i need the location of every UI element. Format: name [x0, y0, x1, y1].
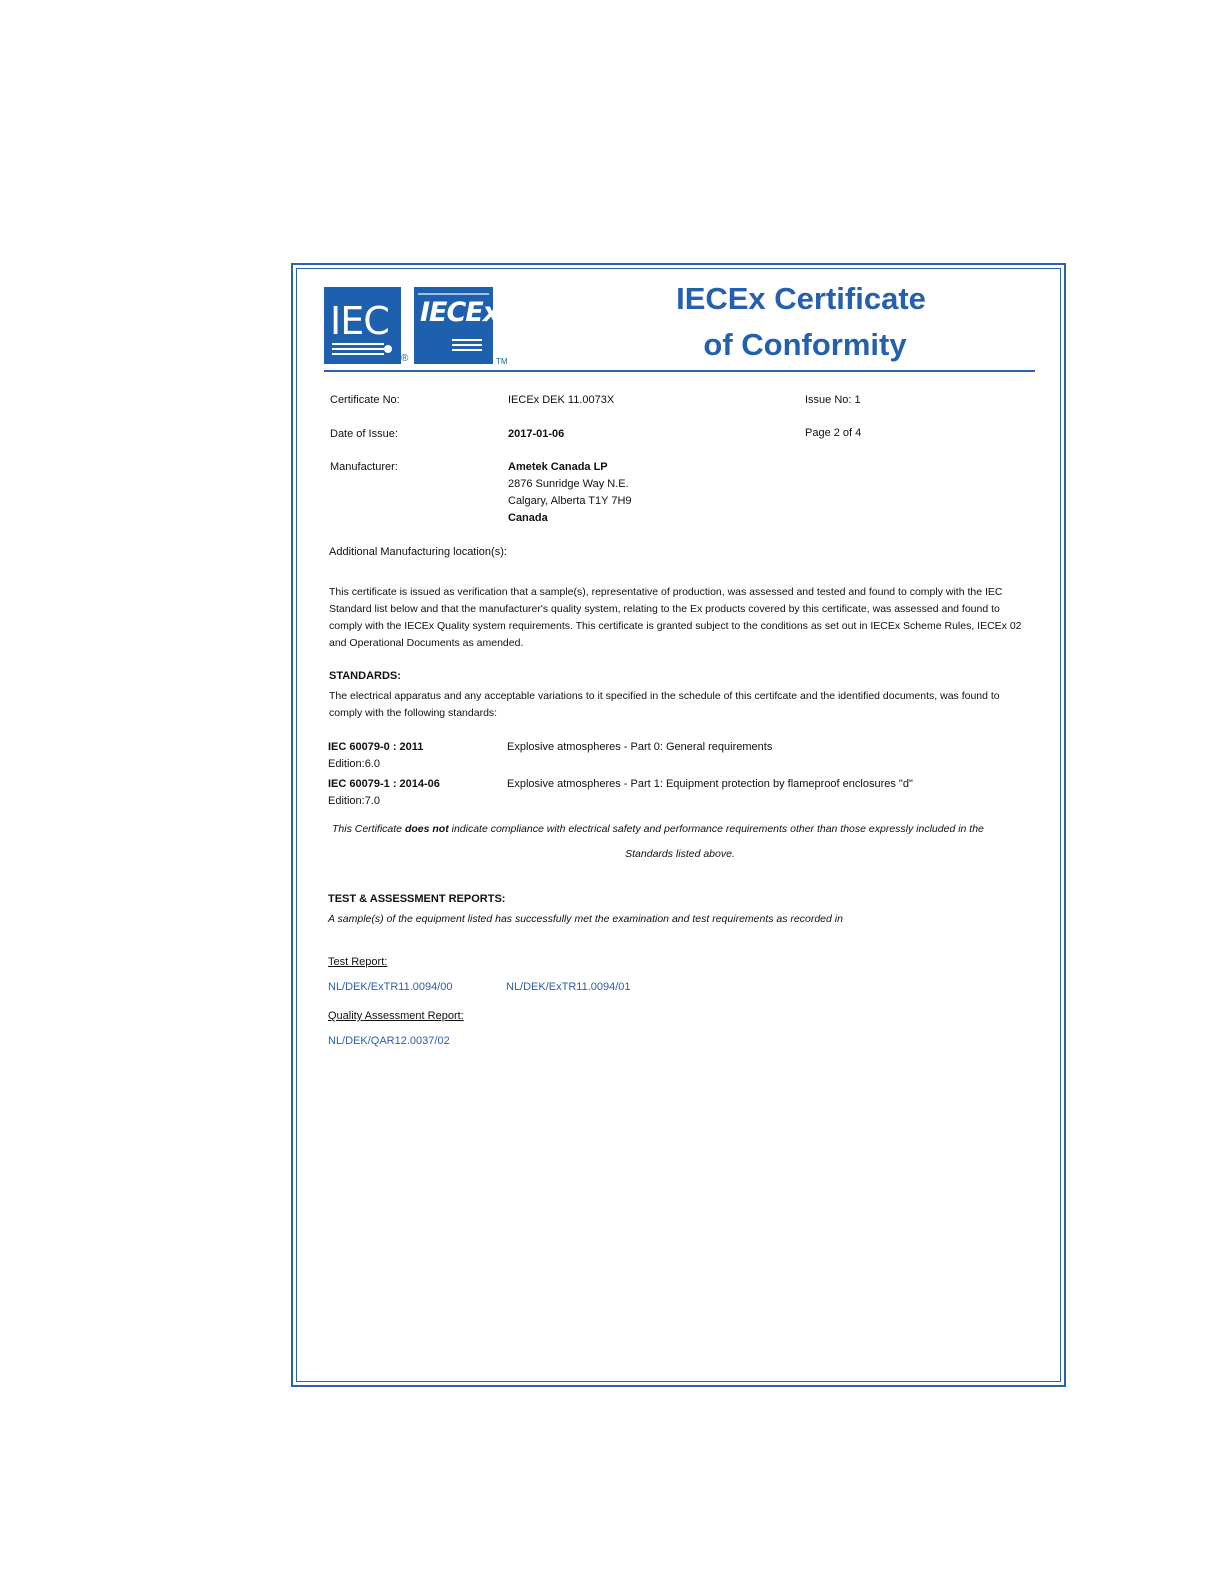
quality-report-label: Quality Assessment Report: [328, 1010, 464, 1022]
verification-paragraph: This certificate is issued as verification that a sample(s), representative of production, was assessed and tested and found to comply with the IEC Standard list below and that the manufacturer's quality system, relating to the Ex products covered by this certificate, was assessed and found to comply with the IECEx Quality system requirements. This certificate is granted subject to the conditions as set out in IECEx Scheme Rules, IECEx 02 and Operational Documents as amended. [329, 586, 1022, 649]
manufacturer-name: Ametek Canada LP [508, 461, 608, 473]
issue-no: Issue No: 1 [805, 394, 861, 406]
test-report-link[interactable]: NL/DEK/ExTR11.0094/01 [506, 981, 631, 993]
date-of-issue-value: 2017-01-06 [508, 428, 565, 440]
manufacturer-address-line: Calgary, Alberta T1Y 7H9 [508, 495, 632, 507]
iecex-logo [414, 287, 500, 364]
standard-description: Explosive atmospheres - Part 0: General requirements [507, 741, 773, 753]
date-of-issue-label: Date of Issue: [330, 428, 398, 440]
standard-edition: Edition:7.0 [328, 795, 380, 807]
test-report-label: Test Report: [328, 956, 388, 968]
reports-intro: A sample(s) of the equipment listed has successfully met the examination and test requirements as recorded in [328, 913, 843, 925]
standards-heading: STANDARDS: [329, 670, 401, 682]
additional-locations-label: Additional Manufacturing location(s): [329, 546, 507, 558]
certificate-no-label: Certificate No: [330, 394, 400, 406]
disclaimer-emphasis: does not [404, 823, 449, 835]
certificate-title-line1: IECEx Certificate [676, 281, 926, 316]
standards-disclaimer [332, 821, 984, 838]
iec-logo-stripes [324, 287, 401, 364]
certificate-title-line2: of Conformity [703, 327, 907, 362]
reports-heading: TEST & ASSESSMENT REPORTS: [328, 893, 506, 905]
quality-report-link[interactable]: NL/DEK/QAR12.0037/02 [328, 1035, 450, 1047]
standard-code: IEC 60079-0 : 2011 [328, 741, 424, 753]
certificate-no-value: IECEx DEK 11.0073X [508, 394, 615, 406]
iec-logo-text: IEC [330, 299, 389, 343]
trademark-mark: TM [496, 357, 508, 366]
standard-code: IEC 60079-1 : 2014-06 [328, 778, 440, 790]
header-divider [324, 370, 1035, 372]
iecex-logo-stripes [414, 287, 493, 364]
standards-intro: The electrical apparatus and any acceptable variations to it specified in the schedule of this certifcate and the identified documents, was found to comply with the following standards: [329, 690, 1000, 719]
standard-description: Explosive atmospheres - Part 1: Equipment protection by flameproof enclosures "d" [507, 778, 913, 790]
manufacturer-label: Manufacturer: [330, 461, 398, 473]
page-number: Page 2 of 4 [805, 427, 862, 439]
standard-edition: Edition:6.0 [328, 758, 380, 770]
disclaimer-text: indicate compliance with electrical safety and performance requirements other than those expressly included in the [448, 823, 984, 835]
iecex-logo-text: IECEx [420, 297, 500, 328]
manufacturer-address-line: 2876 Sunridge Way N.E. [508, 478, 629, 490]
iec-logo [324, 287, 401, 364]
test-report-link[interactable]: NL/DEK/ExTR11.0094/00 [328, 981, 453, 993]
manufacturer-country: Canada [508, 512, 548, 524]
standards-disclaimer-line2: Standards listed above. [625, 848, 735, 860]
disclaimer-text: This Certificate [332, 823, 405, 835]
registered-mark: ® [401, 353, 409, 364]
